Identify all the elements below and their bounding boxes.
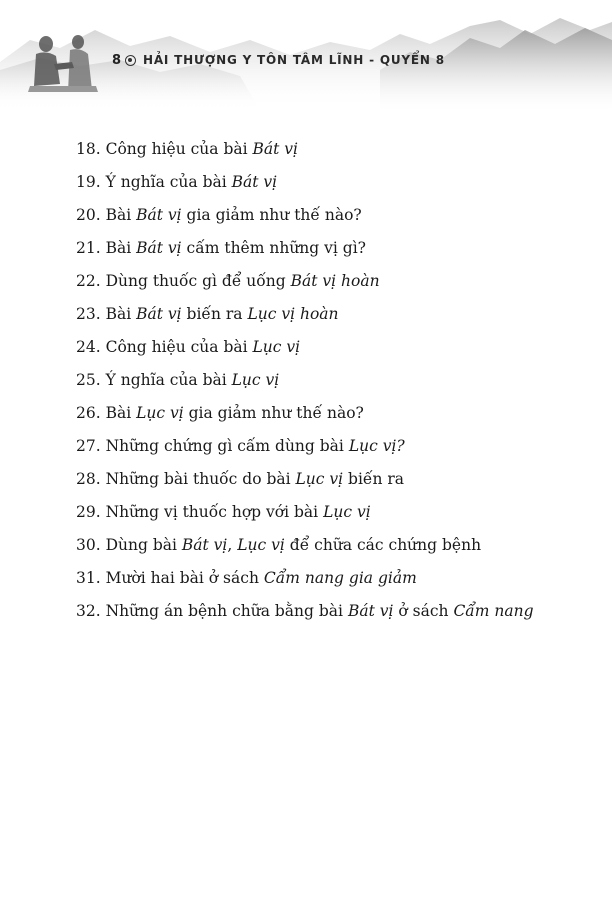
toc-item	[76, 433, 596, 466]
toc-item-text: ,	[227, 536, 238, 554]
toc-item-text: Bài	[105, 239, 137, 257]
toc-item-number: 30.	[76, 536, 106, 554]
toc-item-italic-text: Lục vị?	[348, 437, 405, 455]
toc-item-italic-text: Bát vị	[136, 305, 182, 323]
toc-item-number: 21.	[76, 239, 106, 257]
toc-item	[76, 202, 596, 235]
toc-item-text: Công hiệu của bài	[105, 338, 253, 356]
toc-item-number: 18.	[76, 140, 106, 158]
toc-item-number: 20.	[76, 206, 106, 224]
toc-item-number: 23.	[76, 305, 106, 323]
toc-item	[76, 499, 596, 532]
toc-item-italic-text: Lục vị	[295, 470, 344, 488]
toc-item-italic-text: Lục vị	[237, 536, 285, 554]
toc-item-text: Những bài thuốc do bài	[105, 470, 296, 488]
toc-item-italic-text: Lục vị	[231, 371, 280, 389]
toc-item-text: Dùng bài	[105, 536, 182, 554]
toc-item-text: Ý nghĩa của bài	[105, 173, 232, 191]
toc-item-text: biến ra	[181, 305, 248, 323]
toc-item-text: Công hiệu của bài	[105, 140, 253, 158]
toc-item-text: Bài	[105, 404, 137, 422]
toc-item-text: Mười hai bài ở sách	[105, 569, 264, 587]
toc-item-italic-text: Bát vị	[136, 239, 182, 257]
toc-item-text: Những chứng gì cấm dùng bài	[105, 437, 349, 455]
toc-item	[76, 334, 596, 367]
toc-item-text: cấm thêm những vị gì?	[181, 239, 366, 257]
toc-item-italic-text: Bát vị	[347, 602, 394, 620]
table-of-contents	[76, 136, 596, 631]
toc-item	[76, 532, 596, 565]
toc-item-text: biến ra	[343, 470, 405, 488]
toc-item-italic-text: Lục vị	[252, 338, 301, 356]
toc-item-text: gia giảm như thế nào?	[183, 404, 364, 422]
toc-item-italic-text: Bát vị	[181, 536, 228, 554]
toc-item-text: Bài	[105, 305, 137, 323]
toc-item	[76, 565, 596, 598]
toc-item-text: Những vị thuốc hợp với bài	[105, 503, 324, 521]
toc-item	[76, 169, 596, 202]
toc-item-italic-text: Lục vị	[323, 503, 371, 521]
toc-item	[76, 367, 596, 400]
toc-item	[76, 466, 596, 499]
toc-item-number: 26.	[76, 404, 106, 422]
running-title: HẢI THƯỢNG Y TÔN TÂM LĨNH - QUYỂN 8	[143, 53, 445, 67]
toc-item-text: gia giảm như thế nào?	[181, 206, 362, 224]
toc-item-number: 25.	[76, 371, 106, 389]
toc-item	[76, 235, 596, 268]
toc-item	[76, 268, 596, 301]
toc-item-italic-text: Lục vị hoàn	[247, 305, 339, 323]
toc-item-italic-text: Lục vị	[136, 404, 184, 422]
toc-item-number: 22.	[76, 272, 106, 290]
toc-item	[76, 400, 596, 433]
toc-item-number: 31.	[76, 569, 106, 587]
toc-item-italic-text: Cẩm nang gia giảm	[263, 569, 417, 587]
toc-item-text: Bài	[105, 206, 137, 224]
toc-item-italic-text: Bát vị hoàn	[290, 272, 380, 290]
toc-item-number: 28.	[76, 470, 106, 488]
toc-item-number: 19.	[76, 173, 106, 191]
toc-item-italic-text: Bát vị	[231, 173, 278, 191]
toc-item-number: 24.	[76, 338, 106, 356]
toc-item	[76, 598, 596, 631]
toc-item-text: để chữa các chứng bệnh	[284, 536, 482, 554]
toc-item	[76, 136, 596, 169]
toc-item-number: 29.	[76, 503, 106, 521]
toc-item-number: 32.	[76, 602, 106, 620]
toc-item-italic-text: Cẩm nang	[453, 602, 534, 620]
toc-item-text: Ý nghĩa của bài	[105, 371, 232, 389]
ornament-icon	[125, 55, 136, 66]
toc-item-text: Dùng thuốc gì để uống	[105, 272, 291, 290]
toc-item-italic-text: Bát vị	[252, 140, 299, 158]
toc-item-text: Những án bệnh chữa bằng bài	[105, 602, 348, 620]
toc-item-text: ở sách	[393, 602, 454, 620]
toc-item-number: 27.	[76, 437, 106, 455]
toc-item-italic-text: Bát vị	[136, 206, 182, 224]
page-number: 8	[112, 53, 122, 68]
toc-item	[76, 301, 596, 334]
